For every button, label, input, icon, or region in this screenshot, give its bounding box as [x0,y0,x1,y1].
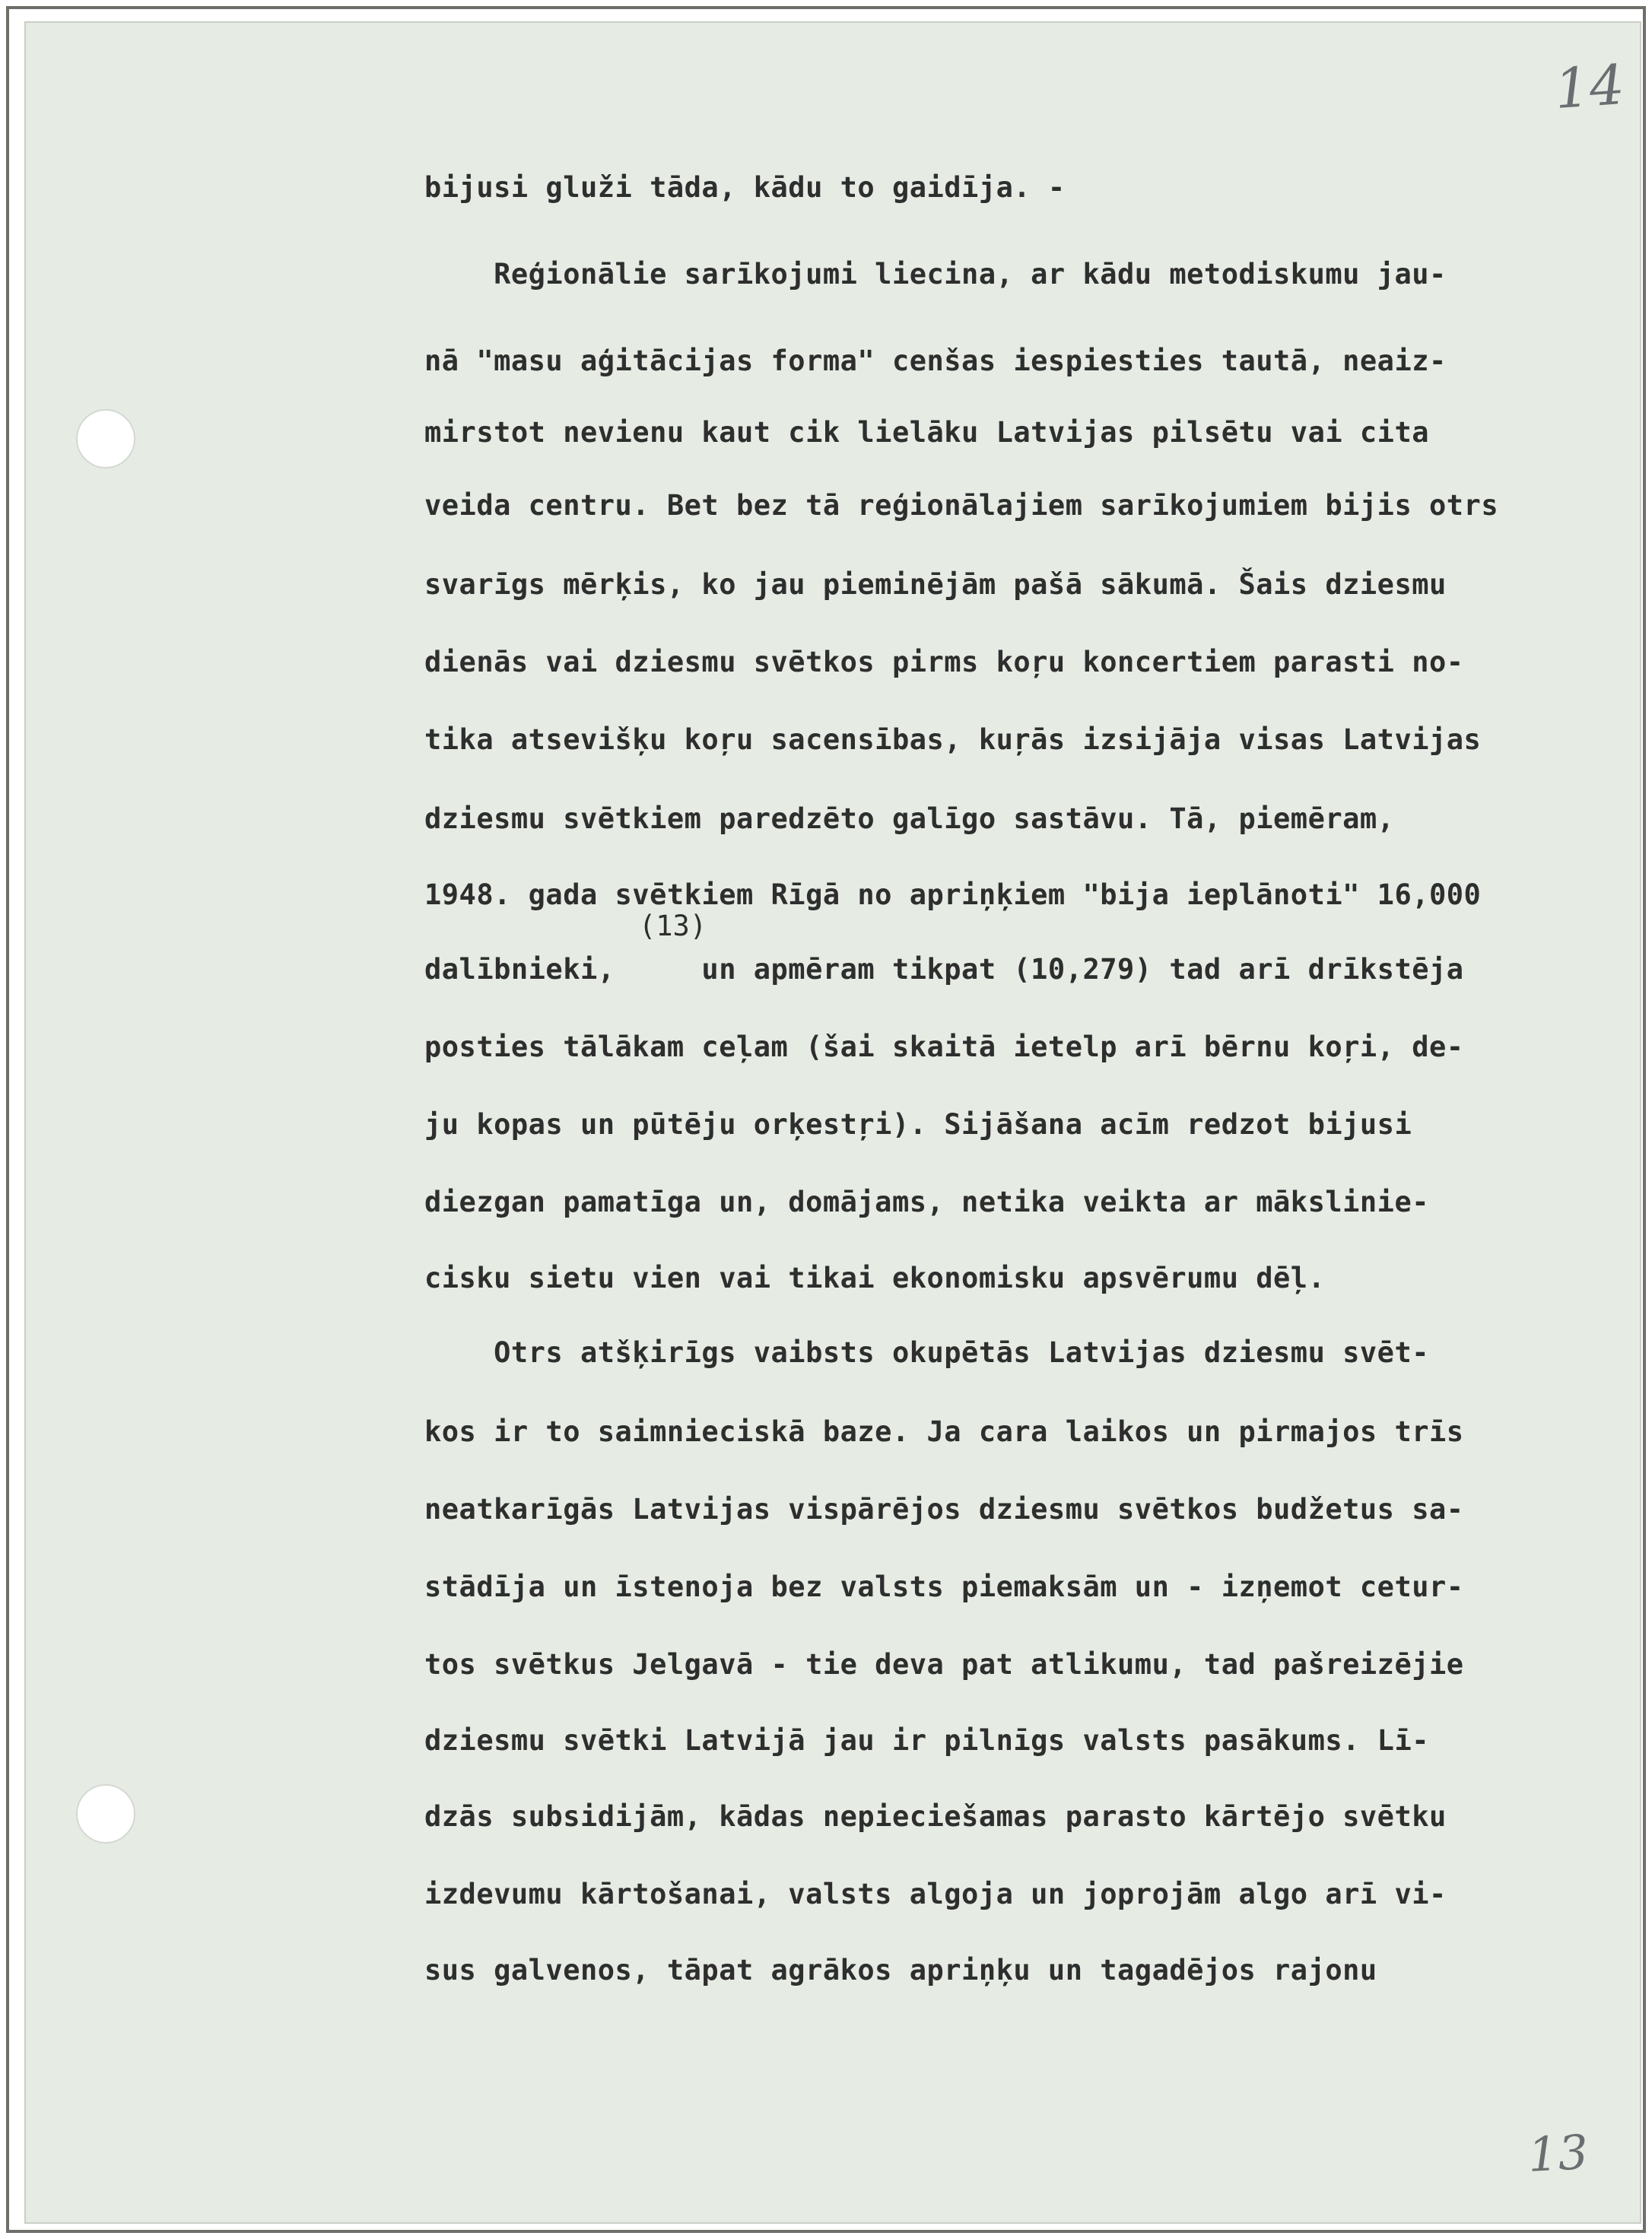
text-line: sus galvenos, tāpat agrākos apriņķu un tagadējos rajonu [424,1954,1377,1987]
text-line: tos svētkus Jelgavā - tie deva pat atlikumu, tad pašreizējie [424,1648,1464,1681]
text-line: svarīgs mērķis, ko jau pieminējām pašā sākumā. Šais dziesmu [424,568,1447,601]
text-line: nā "masu aģitācijas forma" cenšas iespiesties tautā, neaiz- [424,345,1447,377]
text-line: 1948. gada svētkiem Rīgā no apriņķiem "bija ieplānoti" 16,000 [424,878,1482,911]
text-line: stādīja un īstenoja bez valsts piemaksām un - izņemot cetur- [424,1570,1464,1603]
text-line: dziesmu svētki Latvijā jau ir pilnīgs valsts pasākums. Lī- [424,1724,1430,1757]
text-line: posties tālākam ceļam (šai skaitā ietelp arī bērnu koŗi, de- [424,1031,1464,1063]
text-line: bijusi gluži tāda, kādu to gaidīja. - [424,171,1066,204]
text-line: neatkarīgās Latvijas vispārējos dziesmu svētkos budžetus sa- [424,1493,1464,1526]
text-line: kos ir to saimnieciskā baze. Ja cara laikos un pirmajos trīs [424,1415,1464,1448]
text-line: ju kopas un pūtēju orķestŗi). Sijāšana acīm redzot bijusi [424,1108,1412,1141]
punch-hole-bottom [76,1784,135,1844]
folio-number-top: 14 [1552,52,1627,122]
text-line: tika atsevišķu koŗu sacensības, kuŗās izsijāja visas Latvijas [424,723,1482,756]
punch-hole-top [76,409,135,468]
text-line: dienās vai dziesmu svētkos pirms koŗu koncertiem parasti no- [424,646,1464,678]
text-line: dziesmu svētkiem paredzēto galīgo sastāvu. Tā, piemēram, [424,802,1395,835]
text-line: dalībnieki, un apmēram tikpat (10,279) tad arī drīkstēja [424,953,1464,986]
text-line: mirstot nevienu kaut cik lielāku Latvijas pilsētu vai cita [424,416,1430,449]
text-line: Otrs atšķirīgs vaibsts okupētās Latvijas dziesmu svēt- [424,1336,1430,1369]
text-line: cisku sietu vien vai tikai ekonomisku apsvērumu dēļ. [424,1262,1326,1294]
text-line: dzās subsidijām, kādas nepieciešamas parasto kārtējo svētku [424,1800,1447,1833]
text-line: veida centru. Bet bez tā reģionālajiem sarīkojumiem bijis otrs [424,489,1499,522]
text-line: diezgan pamatīga un, domājams, netika veikta ar mākslinie- [424,1186,1430,1218]
footnote-reference: (13) [639,910,707,942]
text-line: izdevumu kārtošanai, valsts algoja un joprojām algo arī vi- [424,1878,1447,1910]
text-line: Reģionālie sarīkojumi liecina, ar kādu metodiskumu jau- [424,258,1447,291]
folio-number-bottom: 13 [1527,2123,1590,2183]
